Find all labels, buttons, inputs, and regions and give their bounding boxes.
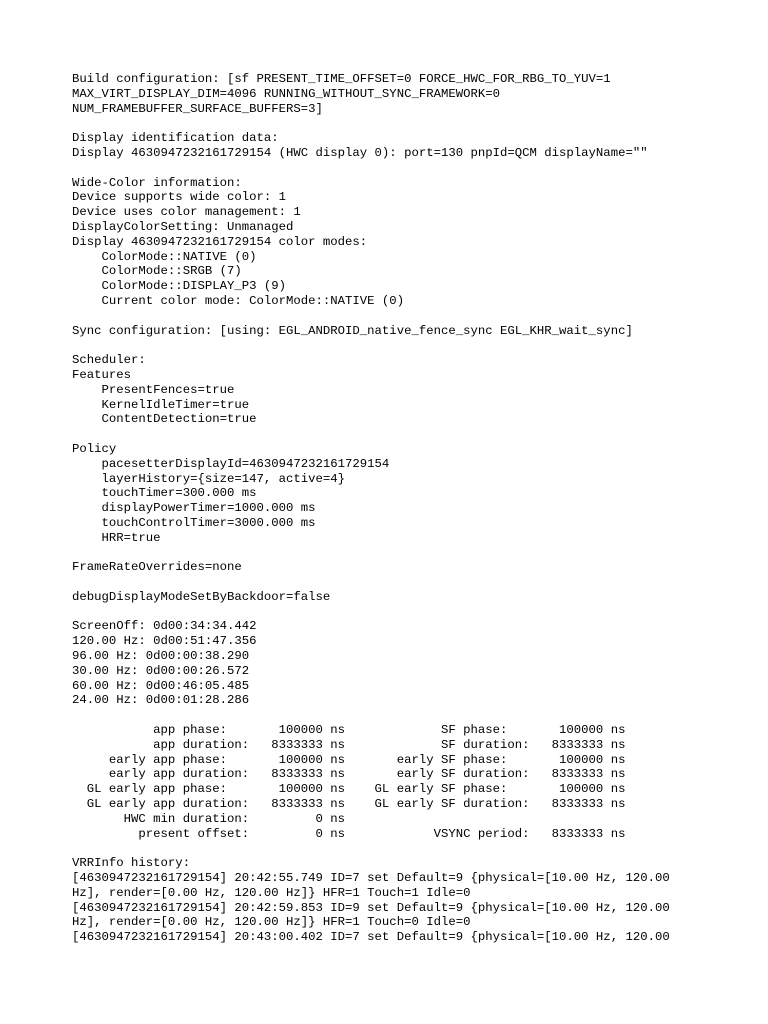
text-line: ContentDetection=true <box>72 412 257 427</box>
text-line <box>72 546 762 561</box>
text-line: GL early app duration: 8333333 ns GL early SF duration: 8333333 ns <box>72 797 626 812</box>
text-line: pacesetterDisplayId=4630947232161729154 <box>72 456 390 471</box>
text-line: debugDisplayModeSetByBackdoor=false <box>72 589 331 604</box>
text-line <box>72 427 762 442</box>
text-line: Display 4630947232161729154 (HWC display 0): port=130 pnpId=QCM displayName="" <box>72 145 648 160</box>
text-line <box>72 116 762 131</box>
text-line <box>72 575 762 590</box>
text-line: HWC min duration: 0 ns <box>72 811 346 826</box>
text-line <box>72 841 762 856</box>
text-line: [4630947232161729154] 20:42:55.749 ID=7 set Default=9 {physical=[10.00 Hz, 120.00 <box>72 871 670 886</box>
text-line: Hz], render=[0.00 Hz, 120.00 Hz]} HFR=1 Touch=1 Idle=0 <box>72 885 471 900</box>
text-line: 60.00 Hz: 0d00:46:05.485 <box>72 678 250 693</box>
text-line <box>72 338 762 353</box>
text-line: [4630947232161729154] 20:43:00.402 ID=7 set Default=9 {physical=[10.00 Hz, 120.00 <box>72 930 670 945</box>
text-line: Device uses color management: 1 <box>72 205 301 220</box>
text-line: FrameRateOverrides=none <box>72 560 242 575</box>
text-line: 30.00 Hz: 0d00:00:26.572 <box>72 663 250 678</box>
text-line <box>72 161 762 176</box>
text-line <box>72 708 762 723</box>
text-line: early app duration: 8333333 ns early SF duration: 8333333 ns <box>72 767 626 782</box>
text-line: Features <box>72 367 132 382</box>
text-line: 120.00 Hz: 0d00:51:47.356 <box>72 634 257 649</box>
text-line: HRR=true <box>72 530 161 545</box>
text-line: Display 4630947232161729154 color modes: <box>72 234 368 249</box>
text-line <box>72 309 762 324</box>
text-line: [4630947232161729154] 20:42:59.853 ID=9 set Default=9 {physical=[10.00 Hz, 120.00 <box>72 900 670 915</box>
text-line: layerHistory={size=147, active=4} <box>72 471 346 486</box>
text-line: KernelIdleTimer=true <box>72 397 250 412</box>
text-line: Current color mode: ColorMode::NATIVE (0) <box>72 293 405 308</box>
text-line: Scheduler: <box>72 353 146 368</box>
text-line: GL early app phase: 100000 ns GL early SF phase: 100000 ns <box>72 782 626 797</box>
text-line: displayPowerTimer=1000.000 ms <box>72 501 316 516</box>
text-line: Display identification data: <box>72 131 279 146</box>
text-line: Policy <box>72 441 117 456</box>
text-line: ColorMode::SRGB (7) <box>72 264 242 279</box>
document-page <box>72 72 762 945</box>
text-line: Sync configuration: [using: EGL_ANDROID_native_fence_sync EGL_KHR_wait_sync] <box>72 323 633 338</box>
text-line: NUM_FRAMEBUFFER_SURFACE_BUFFERS=3] <box>72 101 323 116</box>
text-line: Device supports wide color: 1 <box>72 190 287 205</box>
text-line: early app phase: 100000 ns early SF phase: 100000 ns <box>72 752 626 767</box>
text-line: touchControlTimer=3000.000 ms <box>72 515 316 530</box>
text-line: MAX_VIRT_DISPLAY_DIM=4096 RUNNING_WITHOUT_SYNC_FRAMEWORK=0 <box>72 86 501 101</box>
text-line: Hz], render=[0.00 Hz, 120.00 Hz]} HFR=1 Touch=0 Idle=0 <box>72 915 471 930</box>
text-line: ColorMode::DISPLAY_P3 (9) <box>72 279 287 294</box>
text-line: VRRInfo history: <box>72 856 191 871</box>
text-line: PresentFences=true <box>72 382 235 397</box>
text-line: app duration: 8333333 ns SF duration: 8333333 ns <box>72 737 626 752</box>
text-line: Build configuration: [sf PRESENT_TIME_OFFSET=0 FORCE_HWC_FOR_RBG_TO_YUV=1 <box>72 72 611 86</box>
text-line: 24.00 Hz: 0d00:01:28.286 <box>72 693 250 708</box>
text-line: present offset: 0 ns VSYNC period: 8333333 ns <box>72 826 626 841</box>
text-line: ColorMode::NATIVE (0) <box>72 249 257 264</box>
text-line: 96.00 Hz: 0d00:00:38.290 <box>72 649 250 664</box>
text-line: DisplayColorSetting: Unmanaged <box>72 219 294 234</box>
text-line: touchTimer=300.000 ms <box>72 486 257 501</box>
text-line: Wide-Color information: <box>72 175 242 190</box>
text-line <box>72 605 762 620</box>
text-line: ScreenOff: 0d00:34:34.442 <box>72 619 257 634</box>
text-line: app phase: 100000 ns SF phase: 100000 ns <box>72 723 626 738</box>
